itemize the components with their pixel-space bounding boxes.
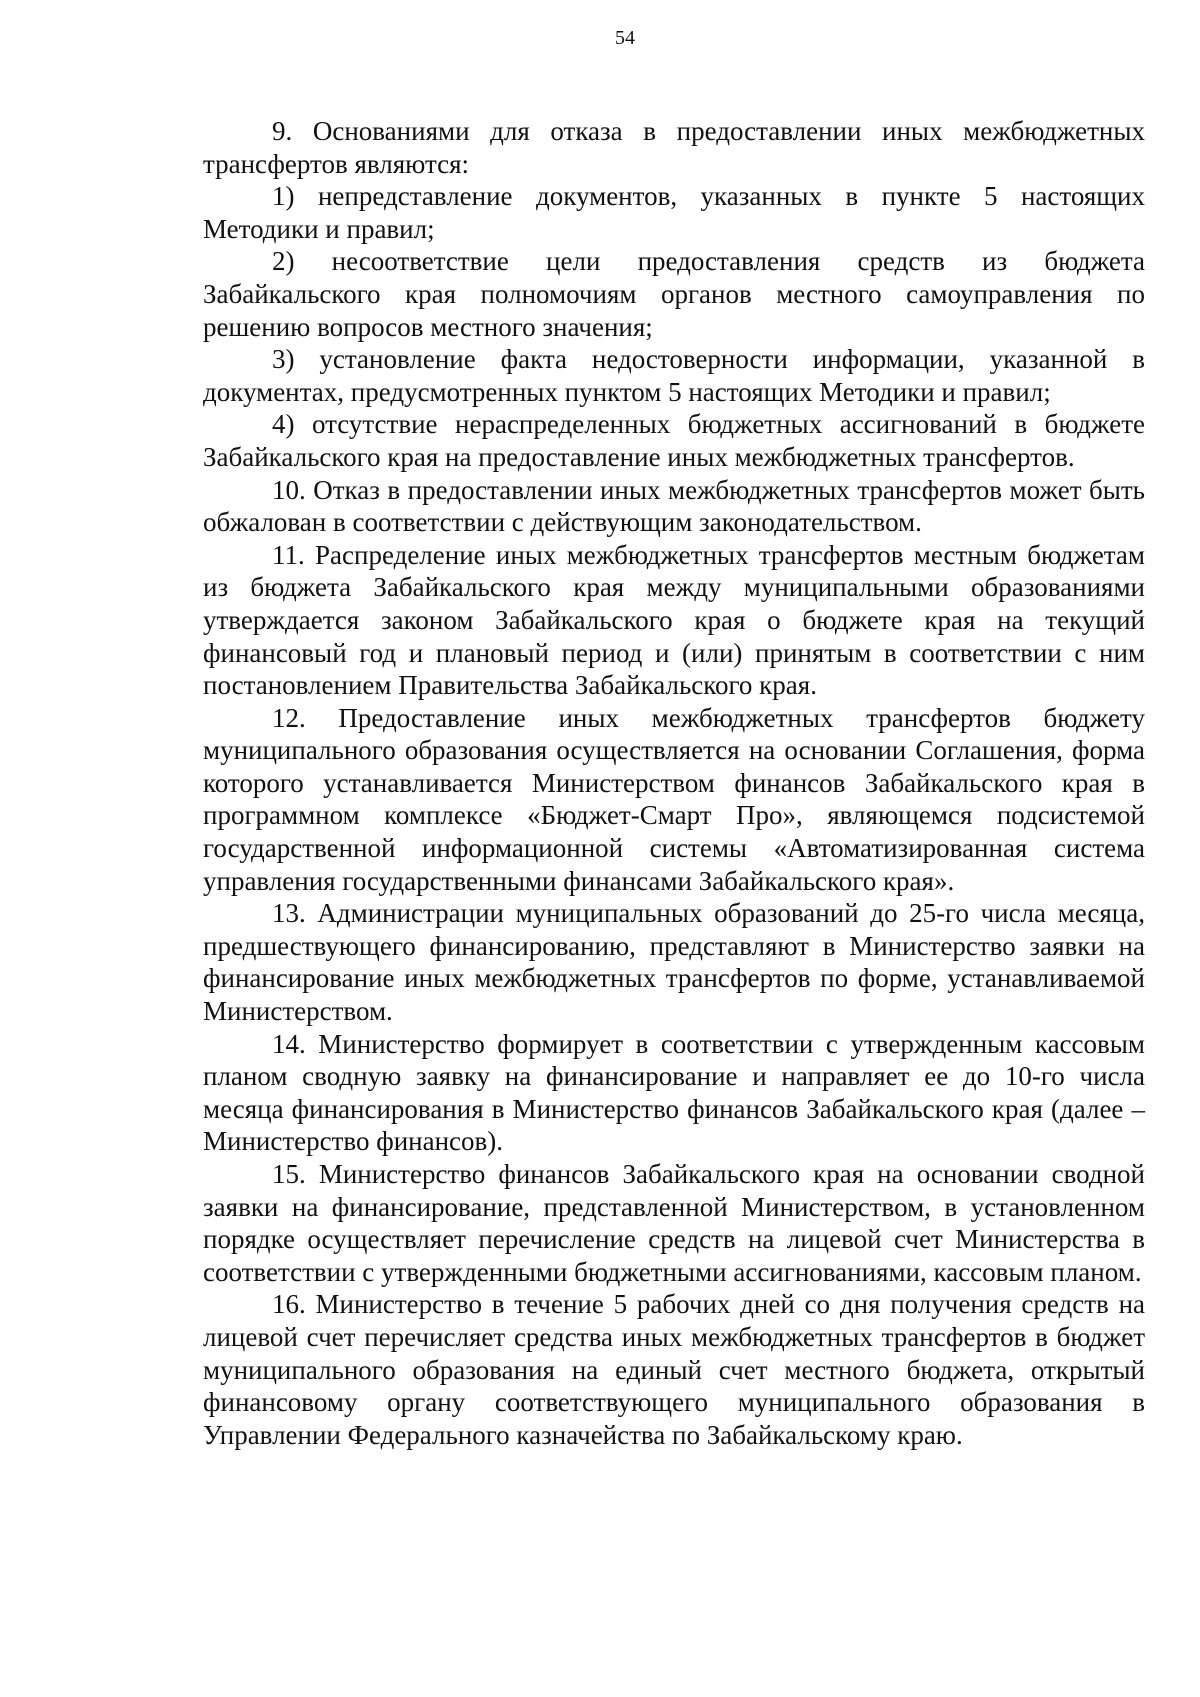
paragraph-10: 10. Отказ в предоставлении иных межбюджетных трансфертов может быть обжалован в соответствии с действующим законодательством. xyxy=(203,474,1145,538)
page-number: 54 xyxy=(615,27,635,49)
paragraph-15: 15. Министерство финансов Забайкальского края на основании сводной заявки на финансирование, представленной Министерством, в установленном порядке осуществляет перечисление средств на лицевой счет Министерства в соответствии с утвержденными бюджетными ассигнованиями, кассовым планом. xyxy=(203,1159,1145,1287)
paragraph-9: 9. Основаниями для отказа в предоставлении иных межбюджетных трансфертов являются: xyxy=(203,116,1145,179)
paragraph-13: 13. Администрации муниципальных образований до 25-го числа месяца, предшествующего финансированию, представляют в Министерство заявки на финансирование иных межбюджетных трансфертов по форме, устанавливаемой Министерством. xyxy=(203,898,1145,1027)
paragraph-14: 14. Министерство формирует в соответствии с утвержденным кассовым планом сводную заявку на финансирование и направляет ее до 10-го числа месяца финансирования в Министерство финансов Забайкальского края (далее – Министерство финансов). xyxy=(203,1028,1145,1157)
paragraph-11: 11. Распределение иных межбюджетных трансфертов местным бюджетам из бюджета Забайкальского края между муниципальными образованиями утверждается законом Забайкальского края о бюджете края на текущий финансовый год и плановый период и (или) принятым в соответствии с ним постановлением Правительства Забайкальского края. xyxy=(203,539,1145,701)
paragraph-9-item-1: 1) непредставление документов, указанных в пункте 5 настоящих Методики и правил; xyxy=(203,181,1145,244)
paragraph-16: 16. Министерство в течение 5 рабочих дней со дня получения средств на лицевой счет перечисляет средства иных межбюджетных трансфертов в бюджет муниципального образования на единый счет местного бюджета, открытый финансовому органу соответствующего муниципального образования в Управлении Федерального казначейства по Забайкальскому краю. xyxy=(203,1289,1145,1450)
document-body xyxy=(203,115,1145,1451)
paragraph-9-item-2: 2) несоответствие цели предоставления средств из бюджета Забайкальского края полномочиям органов местного самоуправления по решению вопросов местного значения; xyxy=(203,246,1145,342)
paragraph-9-item-4: 4) отсутствие нераспределенных бюджетных ассигнований в бюджете Забайкальского края на предоставление иных межбюджетных трансфертов. xyxy=(203,409,1145,472)
paragraph-9-item-3: 3) установление факта недостоверности информации, указанной в документах, предусмотренных пунктом 5 настоящих Методики и правил; xyxy=(203,344,1145,407)
paragraph-12: 12. Предоставление иных межбюджетных трансфертов бюджету муниципального образования осуществляется на основании Соглашения, форма которого устанавливается Министерством финансов Забайкальского края в программном комплексе «Бюджет-Смарт Про», являющемся подсистемой государственной информационной системы «Автоматизированная система управления государственными финансами Забайкальского края». xyxy=(203,702,1145,896)
